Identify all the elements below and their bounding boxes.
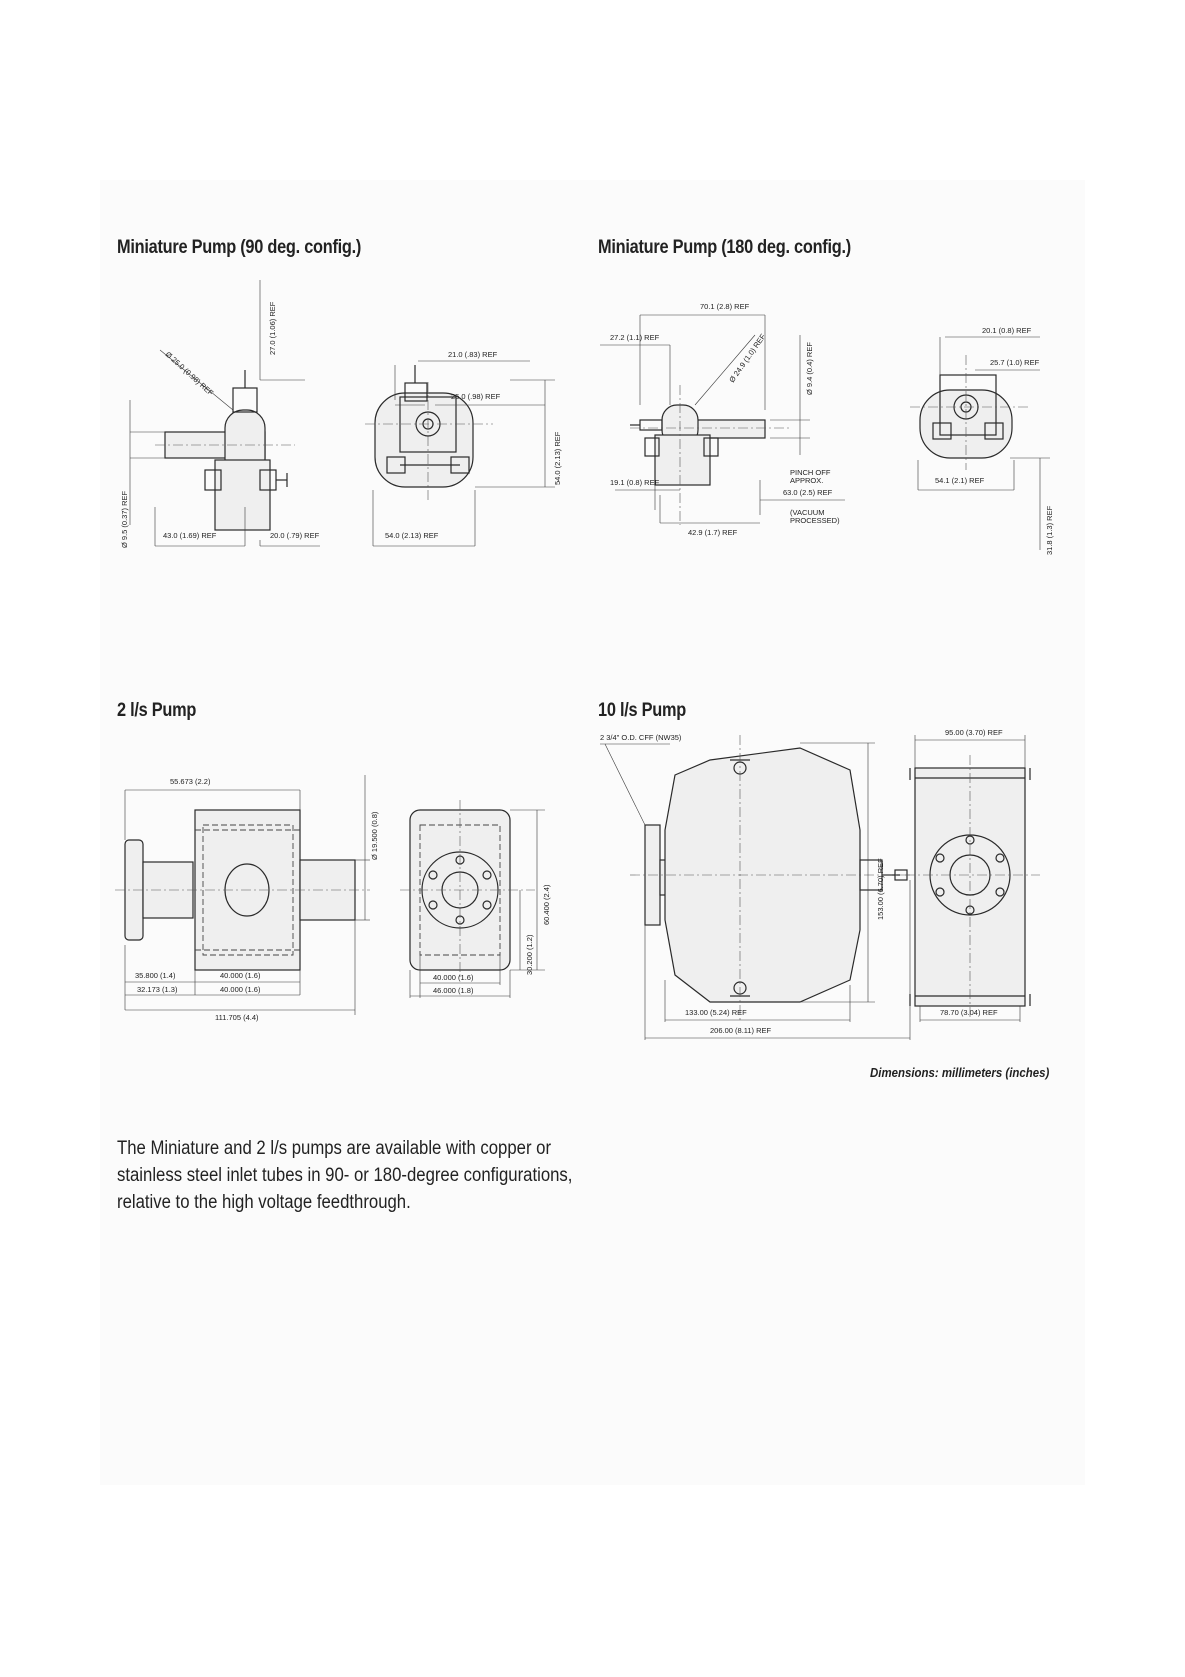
dim-40-000-side-top: 40.000 (1.6) bbox=[220, 971, 261, 980]
dim-25-7-ref: 25.7 (1.0) REF bbox=[990, 358, 1040, 367]
dim-63-0-ref: 63.0 (2.5) REF bbox=[783, 488, 833, 497]
dim-dia-9-4-ref: Ø 9.4 (0.4) REF bbox=[805, 342, 814, 395]
dim-30-200: 30.200 (1.2) bbox=[525, 934, 534, 975]
dim-dia-19-500: Ø 19.500 (0.8) bbox=[370, 811, 379, 860]
drawing-2ls-pump bbox=[115, 770, 590, 1030]
dim-dia-24-9-ref: Ø 24.9 (1.0) REF bbox=[727, 332, 768, 385]
dim-21-0-ref: 21.0 (.83) REF bbox=[448, 350, 498, 359]
dim-70-1-ref: 70.1 (2.8) REF bbox=[700, 302, 750, 311]
miniature-90-end-view bbox=[365, 365, 493, 500]
dim-27-2-ref: 27.2 (1.1) REF bbox=[610, 333, 660, 342]
dim-133-00-ref: 133.00 (5.24) REF bbox=[685, 1008, 747, 1017]
label-pinch-off: PINCH OFF bbox=[790, 468, 831, 477]
section-title-miniature-180: Miniature Pump (180 deg. config.) bbox=[598, 237, 851, 258]
miniature-180-side-view bbox=[630, 385, 790, 525]
dim-35-800: 35.800 (1.4) bbox=[135, 971, 176, 980]
units-note: Dimensions: millimeters (inches) bbox=[870, 1065, 1050, 1080]
dim-46-000: 46.000 (1.8) bbox=[433, 986, 474, 995]
label-vacuum: (VACUUM bbox=[790, 508, 825, 517]
section-title-2ls-pump: 2 l/s Pump bbox=[117, 700, 197, 721]
dim-206-00-ref: 206.00 (8.11) REF bbox=[710, 1026, 772, 1035]
dim-20-1-ref: 20.1 (0.8) REF bbox=[982, 326, 1032, 335]
label-processed: PROCESSED) bbox=[790, 516, 840, 525]
label-cff-flange: 2 3/4" O.D. CFF (NW35) bbox=[600, 733, 682, 742]
2ls-pump-side-view bbox=[115, 810, 370, 970]
section-title-miniature-90: Miniature Pump (90 deg. config.) bbox=[117, 237, 362, 258]
dim-153-00-ref: 153.00 (6.70) REF bbox=[876, 858, 885, 920]
2ls-pump-end-view bbox=[400, 800, 535, 980]
dim-25-0-ref: 25.0 (.98) REF bbox=[451, 392, 501, 401]
dim-78-70-ref: 78.70 (3.04) REF bbox=[940, 1008, 998, 1017]
dim-32-173: 32.173 (1.3) bbox=[137, 985, 178, 994]
dim-54-1-ref: 54.1 (2.1) REF bbox=[935, 476, 985, 485]
dim-111-705: 111.705 (4.4) bbox=[215, 1013, 259, 1022]
dim-54-0-ref-horizontal: 54.0 (2.13) REF bbox=[385, 531, 439, 540]
dim-40-000-side-bottom: 40.000 (1.6) bbox=[220, 985, 261, 994]
dim-95-00-ref: 95.00 (3.70) REF bbox=[945, 728, 1003, 737]
miniature-180-end-view bbox=[910, 355, 1030, 470]
drawing-miniature-90 bbox=[115, 270, 575, 570]
description-paragraph: The Miniature and 2 l/s pumps are available with copper or stainless steel inlet tubes in 90- or 180-degree configurations, relative to the high voltage feedthrough. bbox=[117, 1138, 573, 1213]
dim-20-0-ref: 20.0 (.79) REF bbox=[270, 531, 320, 540]
section-title-10ls-pump: 10 l/s Pump bbox=[598, 700, 686, 721]
dim-dia-25-0-ref: Ø 25.0 (0.98) REF bbox=[163, 349, 216, 398]
label-approx: APPROX. bbox=[790, 476, 824, 485]
dim-40-000-end: 40.000 (1.6) bbox=[433, 973, 474, 982]
dim-27-0-ref: 27.0 (1.06) REF bbox=[268, 301, 277, 355]
drawing-10ls-pump bbox=[600, 730, 1070, 1050]
10ls-pump-end-view bbox=[905, 755, 1040, 1020]
dim-55-673: 55.673 (2.2) bbox=[170, 777, 211, 786]
dim-54-0-ref-vertical: 54.0 (2.13) REF bbox=[553, 431, 562, 485]
miniature-90-side-view bbox=[155, 370, 295, 530]
dim-42-9-ref: 42.9 (1.7) REF bbox=[688, 528, 738, 537]
dim-43-0-ref: 43.0 (1.69) REF bbox=[163, 531, 217, 540]
dim-dia-9-5-ref: Ø 9.5 (0.37) REF bbox=[120, 490, 129, 548]
dim-19-1-ref: 19.1 (0.8) REF bbox=[610, 478, 660, 487]
dim-31-8-ref: 31.8 (1.3) REF bbox=[1045, 505, 1054, 555]
drawing-miniature-180 bbox=[600, 295, 1080, 575]
dim-60-400: 60.400 (2.4) bbox=[542, 884, 551, 925]
